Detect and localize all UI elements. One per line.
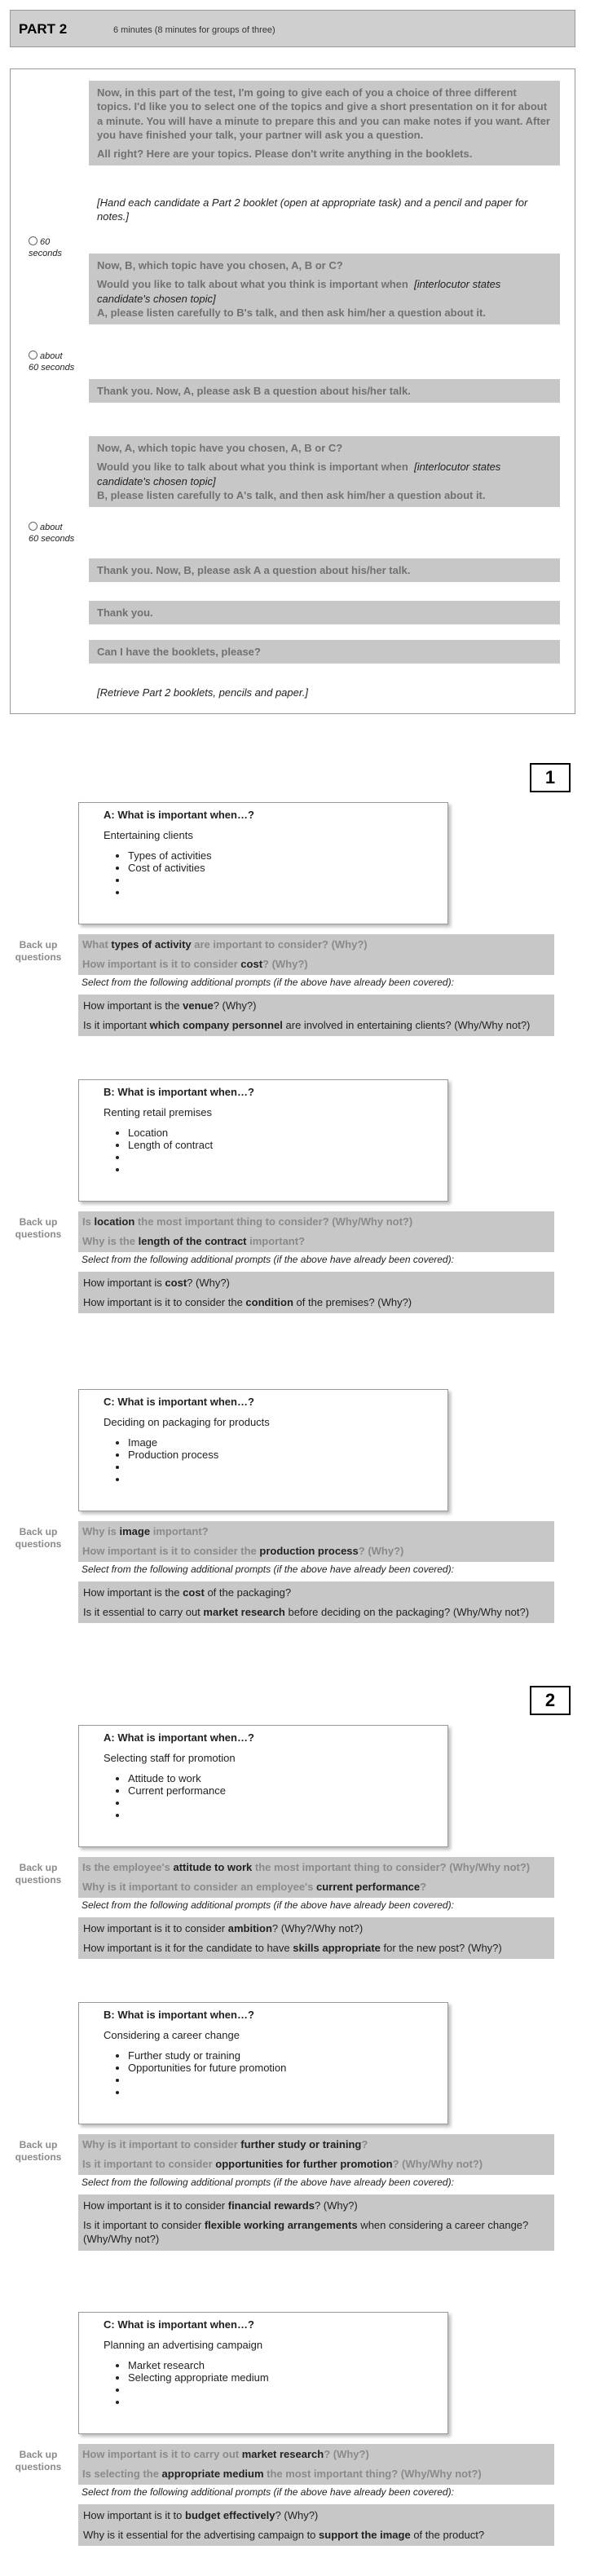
backup-label: Back up questions: [15, 2139, 62, 2163]
additional-prompt: How important is it to budget effectively? (Why?): [83, 2509, 319, 2521]
select-instruction: Select from the following additional prompts (if the above have already been covered):: [82, 1899, 454, 1911]
bullet-item: • Types of activities: [128, 849, 447, 862]
b-talk-listen: A, please listen carefully to B's talk, and then ask him/her a question about it.: [97, 306, 486, 319]
backup-label: Back up questions: [15, 2449, 62, 2472]
additional-prompt: How important is cost? (Why?): [83, 1277, 230, 1289]
task-topic: Entertaining clients: [104, 829, 193, 841]
a-talk-listen: B, please listen carefully to A's talk, and then ask him/her a question about it.: [97, 488, 486, 501]
bullet-item: [128, 2384, 447, 2396]
bullet-item: [128, 874, 447, 886]
additional-prompts: [78, 1917, 554, 1959]
intro-text-2: All right? Here are your topics. Please don't write anything in the booklets.: [97, 148, 473, 161]
task-title: C: What is important when…?: [104, 1396, 254, 1408]
bullet-item: [128, 1151, 447, 1163]
interlocutor-script: [10, 68, 575, 714]
bullet-item: [128, 2086, 447, 2098]
a-talk-q1: Now, A, which topic have you chosen, A, B or C?: [97, 442, 343, 454]
additional-prompt: How important is the venue? (Why?): [83, 999, 257, 1012]
timing-value: 60: [40, 237, 51, 247]
intro-text: Now, in this part of the test, I'm going to give each of you a choice of three different topics. I'd like you to select one of the topics and give a short presentation on it for about a minute. You will have a minute to prepare this and you can make notes if you want. After you have finished your talk, your partner will ask you a question.: [97, 86, 550, 141]
task-card: [78, 1725, 448, 1847]
booklets-box: [89, 640, 560, 664]
task-topic: Deciding on packaging for products: [104, 1416, 270, 1428]
retrieve-note: [Retrieve Part 2 booklets, pencils and paper.]: [97, 686, 308, 699]
task-title: A: What is important when…?: [104, 1731, 254, 1744]
part-time: 6 minutes (8 minutes for groups of three): [113, 25, 275, 35]
backup-question: Why is it important to consider further study or training?: [78, 2134, 554, 2155]
bullet-item: • Length of contract: [128, 1139, 447, 1151]
additional-prompt: How important is it for the candidate to have skills appropriate for the new post? (Why?): [83, 1941, 502, 1954]
additional-prompt: Why is it essential for the advertising campaign to support the image of the product?: [83, 2528, 485, 2541]
task-topic: Selecting staff for promotion: [104, 1752, 236, 1764]
bullet-item: • Cost of activities: [128, 862, 447, 874]
backup-question: Is it important to consider opportunities for further promotion? (Why/Why not?): [78, 2154, 554, 2175]
task-card: [78, 802, 448, 924]
bullet-item: • Further study or training: [128, 2049, 447, 2062]
task-topic: Considering a career change: [104, 2029, 240, 2041]
backup-label: Back up questions: [15, 1862, 62, 1886]
additional-prompts: [78, 2504, 554, 2546]
backup-label: Back up questions: [15, 1526, 62, 1550]
bullet-item: [128, 1797, 447, 1809]
task-title: C: What is important when…?: [104, 2318, 254, 2331]
task-card: [78, 1079, 448, 1202]
task-bullets: [104, 2359, 447, 2408]
additional-prompt: Is it essential to carry out market research before deciding on the packaging? (Why/Why not?): [83, 1605, 530, 1618]
additional-prompts: [78, 1581, 554, 1623]
task-title: B: What is important when…?: [104, 2009, 254, 2021]
additional-prompt: How important is the cost of the packaging?: [83, 1586, 292, 1599]
bullet-item: • Selecting appropriate medium: [128, 2371, 447, 2384]
task-topic: Planning an advertising campaign: [104, 2339, 263, 2351]
backup-question: How important is it to consider the production process? (Why?): [78, 1541, 554, 1562]
thanks-a-box: [89, 379, 560, 403]
backup-question: Is location the most important thing to consider? (Why/Why not?): [78, 1211, 554, 1233]
timing-unit: 60 seconds: [29, 533, 75, 544]
clock-icon: [29, 351, 37, 359]
backup-question: Is selecting the appropriate medium the most important thing? (Why/Why not?): [78, 2464, 554, 2485]
task-card: [78, 2312, 448, 2434]
task-title: A: What is important when…?: [104, 809, 254, 821]
backup-question: Why is image important?: [78, 1521, 554, 1542]
b-talk-box: [89, 254, 560, 324]
set-number: 1: [530, 763, 571, 792]
backup-question: How important is it to carry out market research? (Why?): [78, 2444, 554, 2465]
bullet-item: [128, 1473, 447, 1485]
additional-prompt: How important is it to consider ambition? (Why?/Why not?): [83, 1922, 364, 1934]
task-bullets: [104, 1127, 447, 1176]
clock-icon: [29, 522, 37, 531]
additional-prompts: [78, 1272, 554, 1313]
task-bullets: [104, 849, 447, 898]
bullet-item: [128, 1461, 447, 1473]
thank-you-text: Thank you.: [97, 607, 153, 619]
timing-note: [29, 236, 62, 260]
timing-value: about: [40, 523, 63, 532]
additional-prompts: [78, 2194, 554, 2251]
part-title: PART 2: [19, 21, 68, 37]
select-instruction: Select from the following additional prompts (if the above have already been covered):: [82, 2177, 454, 2188]
additional-prompt: Is it important which company personnel are involved in entertaining clients? (Why/Why not?): [83, 1018, 531, 1031]
a-talk-note: [interlocutor states candidate's chosen topic]: [97, 461, 501, 487]
additional-prompt: Is it important to consider flexible working arrangements when considering a career change? (Why/Why not?): [83, 2218, 529, 2246]
set-number: 2: [530, 1686, 571, 1715]
select-instruction: Select from the following additional prompts (if the above have already been covered):: [82, 2486, 454, 2498]
task-title: B: What is important when…?: [104, 1086, 254, 1098]
bullet-item: [128, 2396, 447, 2408]
bullet-item: • Current performance: [128, 1784, 447, 1797]
bullet-item: • Production process: [128, 1449, 447, 1461]
bullet-item: • Location: [128, 1127, 447, 1139]
bullet-item: • Image: [128, 1436, 447, 1449]
bullet-item: • Opportunities for future promotion: [128, 2062, 447, 2074]
task-bullets: [104, 2049, 447, 2098]
thanks-b-box: [89, 558, 560, 582]
a-talk-box: [89, 436, 560, 507]
task-bullets: [104, 1436, 447, 1485]
a-talk-q2: Would you like to talk about what you think is important when: [97, 461, 408, 474]
bullet-item: [128, 886, 447, 898]
select-instruction: Select from the following additional prompts (if the above have already been covered):: [82, 1564, 454, 1575]
hand-note: [Hand each candidate a Part 2 booklet (open at appropriate task) and a pencil and paper for notes.]: [97, 196, 528, 223]
bullet-item: [128, 1809, 447, 1821]
booklets-text: Can I have the booklets, please?: [97, 646, 261, 658]
additional-prompt: How important is it to consider financial rewards? (Why?): [83, 2199, 358, 2212]
additional-prompt: How important is it to consider the condition of the premises? (Why?): [83, 1295, 412, 1308]
backup-question: Why is the length of the contract important?: [78, 1231, 554, 1252]
select-instruction: Select from the following additional prompts (if the above have already been covered):: [82, 977, 454, 988]
additional-prompts: [78, 995, 554, 1036]
task-topic: Renting retail premises: [104, 1106, 212, 1118]
b-talk-note: [interlocutor states candidate's chosen topic]: [97, 278, 501, 305]
timing-note: [29, 522, 74, 545]
bullet-item: • Market research: [128, 2359, 447, 2371]
intro-box: [89, 81, 560, 165]
bullet-item: [128, 2074, 447, 2086]
b-talk-q2: Would you like to talk about what you think is important when: [97, 278, 408, 291]
timing-unit: 60 seconds: [29, 362, 75, 373]
backup-label: Back up questions: [15, 1216, 62, 1240]
task-bullets: [104, 1772, 447, 1821]
backup-label: Back up questions: [15, 939, 62, 963]
part-header: [10, 10, 575, 47]
thanks-a-text: Thank you. Now, A, please ask B a question about his/her talk.: [97, 385, 411, 397]
task-card: [78, 1389, 448, 1511]
task-card: [78, 2002, 448, 2124]
bullet-item: • Attitude to work: [128, 1772, 447, 1784]
select-instruction: Select from the following additional prompts (if the above have already been covered):: [82, 1254, 454, 1265]
bullet-item: [128, 1163, 447, 1176]
b-talk-q1: Now, B, which topic have you chosen, A, B or C?: [97, 259, 343, 271]
timing-unit: seconds: [29, 248, 62, 258]
clock-icon: [29, 236, 37, 245]
thanks-b-text: Thank you. Now, B, please ask A a question about his/her talk.: [97, 564, 411, 576]
timing-value: about: [40, 351, 63, 361]
backup-question: How important is it to consider cost? (Why?): [78, 954, 554, 975]
timing-note: [29, 351, 74, 374]
backup-question: What types of activity are important to consider? (Why?): [78, 934, 554, 955]
backup-question: Why is it important to consider an employee's current performance?: [78, 1877, 554, 1898]
thank-you-box: [89, 601, 560, 624]
backup-question: Is the employee's attitude to work the most important thing to consider? (Why/Why not?): [78, 1857, 554, 1878]
